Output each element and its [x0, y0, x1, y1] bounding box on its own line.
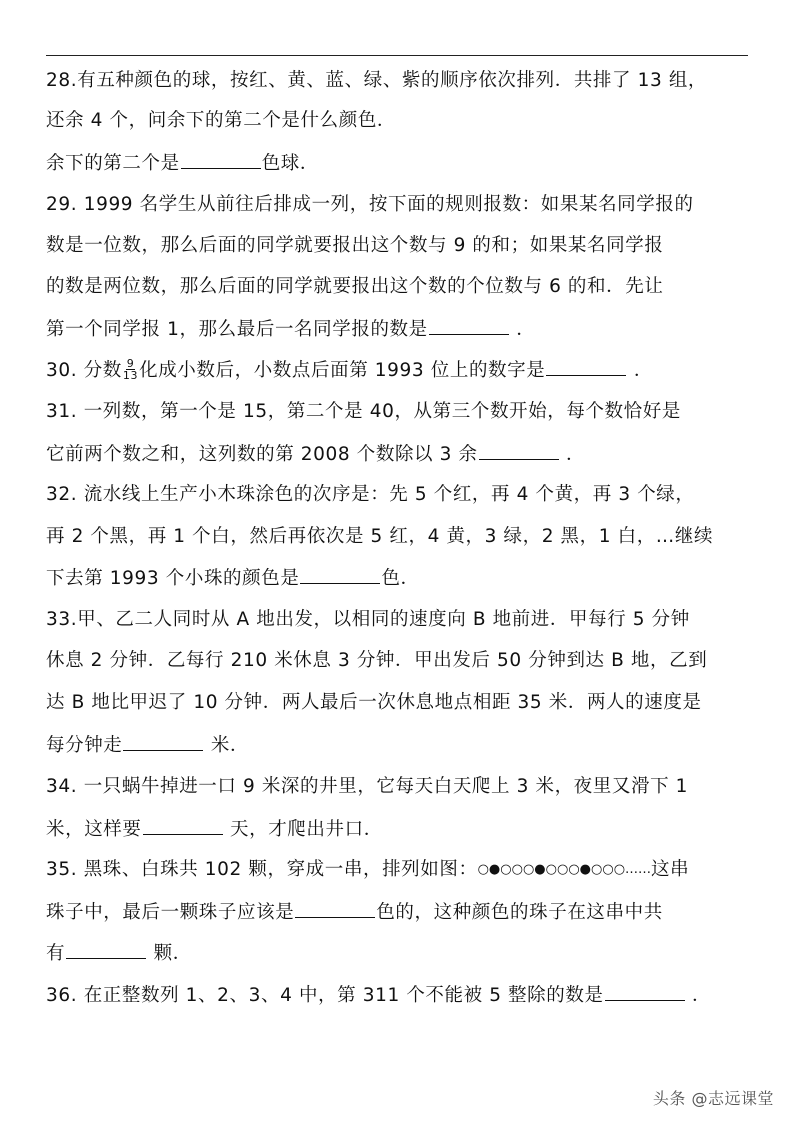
q32-line-3: 下去第 1993 个小珠的颜色是 色． — [46, 565, 756, 592]
q33-line-3: 达 B 地比甲迟了 10 分钟．两人最后一次休息地点相距 35 米．两人的速度是 — [46, 692, 702, 713]
q34-line-2: 米，这样要 天，才爬出井口． — [46, 816, 756, 843]
answer-blank[interactable] — [295, 899, 375, 918]
q28-answer-line: 余下的第二个是 色球． — [46, 150, 756, 177]
q32-line-1: 32. 流水线上生产小木珠涂色的次序是：先 5 个红，再 4 个黄，再 3 个绿， — [46, 484, 695, 505]
answer-blank[interactable] — [546, 357, 626, 376]
answer-blank[interactable] — [143, 816, 223, 835]
answer-blank[interactable] — [66, 940, 146, 959]
q31-line-2: 它前两个数之和，这列数的第 2008 个数除以 3 余 ． — [46, 441, 756, 468]
q30-line: 30. 分数 $\frac{9}{13}$ 化成小数后，小数点后面第 1993 位上的数字是 ． — [46, 356, 653, 382]
answer-blank[interactable] — [181, 150, 261, 169]
watermark: 头条 @志远课堂 — [652, 1089, 774, 1108]
q34-line-1: 34. 一只蜗牛掉进一口 9 米深的井里，它每天白天爬上 3 米，夜里又滑下 1 — [46, 776, 689, 797]
beads-pattern: ○●○○○●○○○●○○○…… — [477, 862, 652, 877]
q33-line-2: 休息 2 分钟．乙每行 210 米休息 3 分钟．甲出发后 50 分钟到达 B 地，乙到 — [46, 650, 708, 671]
answer-blank[interactable] — [429, 316, 509, 335]
q33-line-1: 33.甲、乙二人同时从 A 地出发，以相同的速度向 B 地前进．甲每行 5 分钟 — [46, 609, 690, 630]
answer-blank[interactable] — [479, 441, 559, 460]
q29-line-4: 第一个同学报 1，那么最后一名同学报的数是 ． — [46, 316, 756, 343]
answer-blank[interactable] — [605, 982, 685, 1001]
q29-line-2: 数是一位数，那么后面的同学就要报出这个数与 9 的和；如果某名同学报 — [46, 235, 664, 256]
q33-line-4: 每分钟走 米． — [46, 732, 756, 759]
q29-line-1: 29. 1999 名学生从前往后排成一列，按下面的规则报数：如果某名同学报的 — [46, 194, 694, 215]
q32-line-2: 再 2 个黑，再 1 个白，然后再依次是 5 红，4 黄，3 绿，2 黑，1 白，…继续 — [46, 526, 714, 547]
q36-line: 36. 在正整数列 1、2、3、4 中，第 311 个不能被 5 整除的数是 ． — [46, 982, 756, 1009]
answer-blank[interactable] — [300, 565, 380, 584]
q31-line-1: 31. 一列数，第一个是 15，第二个是 40，从第三个数开始，每个数恰好是 — [46, 401, 681, 422]
answer-blank[interactable] — [123, 732, 203, 751]
q29-line-3: 的数是两位数，那么后面的同学就要报出这个数的个位数与 6 的和．先让 — [46, 276, 664, 297]
q28-line-2: 还余 4 个，问余下的第二个是什么颜色． — [46, 110, 397, 131]
q28-line-1: 28.有五种颜色的球，按红、黄、蓝、绿、紫的顺序依次排列．共排了 13 组， — [46, 70, 708, 91]
q35-line-3: 有 颗． — [46, 940, 756, 967]
top-rule — [46, 55, 748, 56]
fraction: $\frac{9}{13}$ — [122, 356, 139, 382]
q35-line-2: 珠子中，最后一颗珠子应该是 色的，这种颜色的珠子在这串中共 — [46, 899, 756, 926]
q35-line-1: 35. 黑珠、白珠共 102 颗，穿成一串，排列如图：○●○○○●○○○●○○○……这串 — [46, 857, 756, 883]
